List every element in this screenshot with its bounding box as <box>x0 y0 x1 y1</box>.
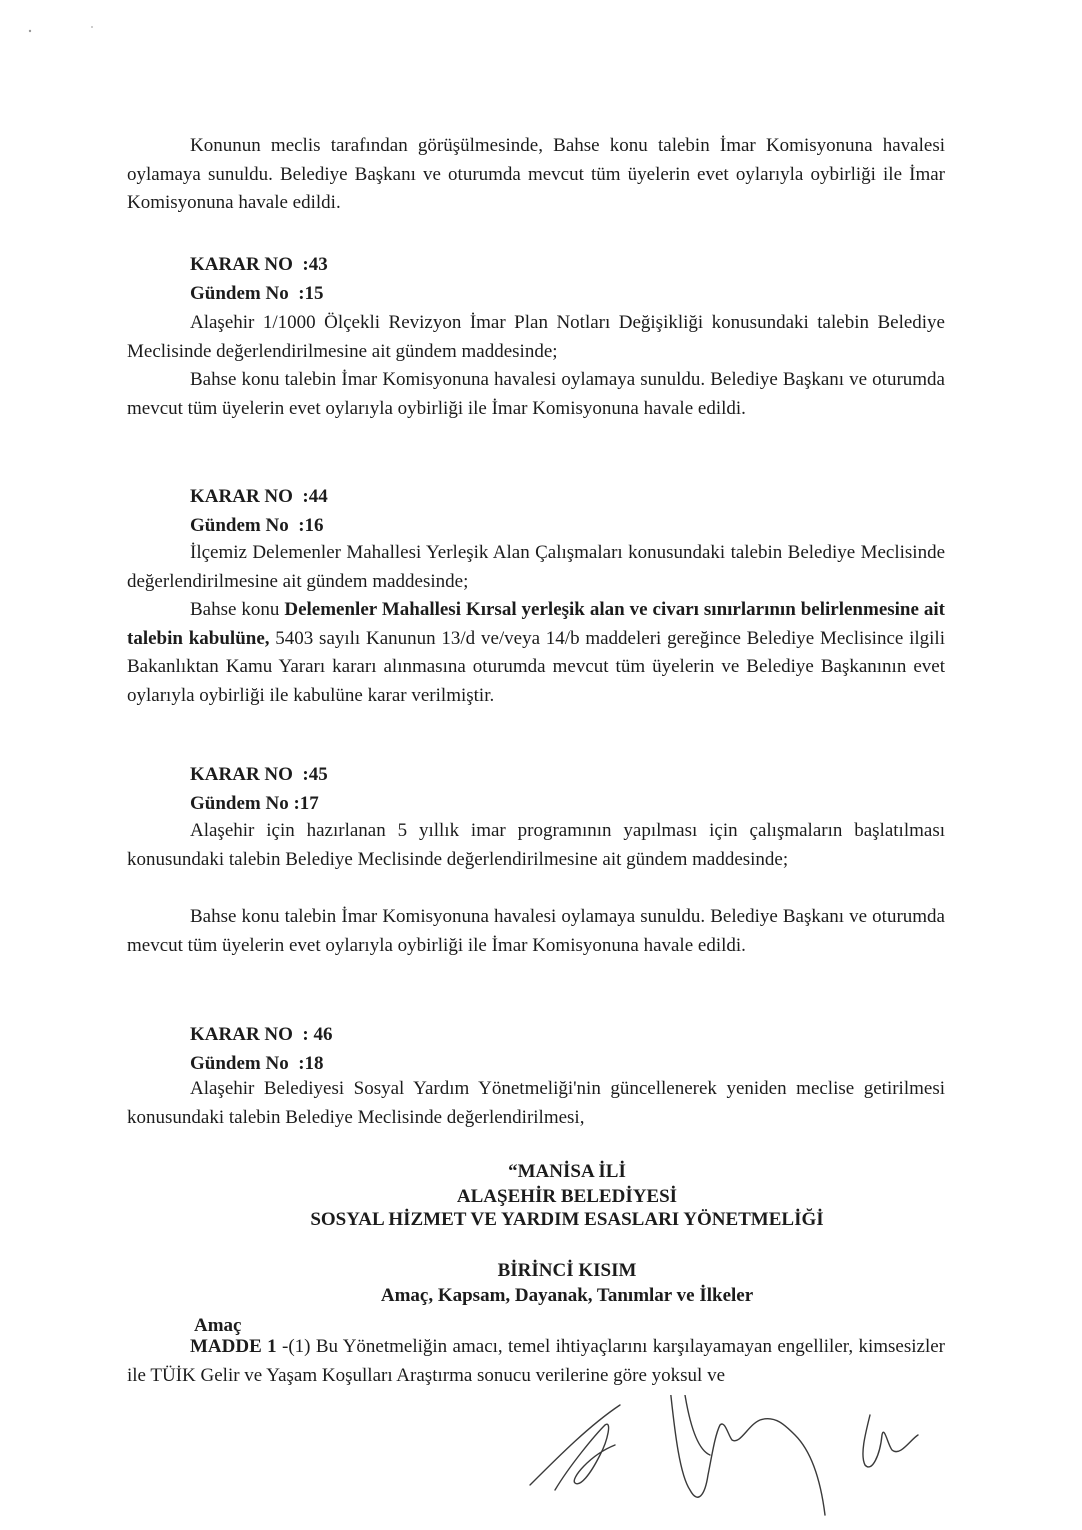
regulation-title-line-2: ALAŞEHİR BELEDİYESİ <box>456 1186 678 1207</box>
part-subheading: Amaç, Kapsam, Dayanak, Tanımlar ve İlkeler <box>380 1285 754 1306</box>
intro-paragraph: Konunun meclis tarafından görüşülmesinde, Bahse konu talebin İmar Komisyonuna havalesi oylamaya sunuldu. Belediye Başkanı ve oturumda mevcut tüm üyelerin evet oylarıyla oybirliği ile İmar Komisyonuna havale edildi. <box>127 135 945 214</box>
gundem-16-heading: Gündem No :16 <box>190 515 324 536</box>
gundem-15-heading: Gündem No :15 <box>190 283 324 304</box>
karar-45-heading: KARAR NO :45 <box>190 764 328 785</box>
karar-43-paragraph-1: Alaşehir 1/1000 Ölçekli Revizyon İmar Plan Notları Değişikliği konusundaki talebin Belediye Meclisinde değerlendirilmesine ait gündem maddesinde; <box>127 312 945 362</box>
karar-43-heading: KARAR NO :43 <box>190 254 328 275</box>
amac-heading: Amaç <box>194 1315 242 1336</box>
regulation-title-line-1: “MANİSA İLİ <box>508 1161 626 1182</box>
scan-specks <box>20 20 120 50</box>
karar-46-heading: KARAR NO : 46 <box>190 1024 333 1045</box>
karar-44-p2-end: 5403 sayılı Kanunun 13/d ve/veya 14/b maddeleri gereğince Belediye Meclisince ilgili Bakanlıktan Kamu Yararı kararı alınmasına oturumda mevcut tüm üyelerin ve Belediye Başkanının evet oylarıyla oybirliği ile kabulüne karar verilmiştir. <box>127 627 945 706</box>
signature-2-extra <box>685 1395 710 1455</box>
gundem-18-heading: Gündem No :18 <box>190 1053 324 1074</box>
signature-2-stroke <box>670 1395 825 1515</box>
madde-1-label: MADDE 1 <box>190 1336 277 1357</box>
karar-45-paragraph-2: Bahse konu talebin İmar Komisyonuna havalesi oylamaya sunuldu. Belediye Başkanı ve oturumda mevcut tüm üyelerin evet oylarıyla oybirliği ile İmar Komisyonuna havale edildi. <box>127 906 945 956</box>
karar-44-heading: KARAR NO :44 <box>190 486 328 507</box>
handwritten-signatures <box>520 1395 940 1525</box>
karar-46-paragraph-1: Alaşehir Belediyesi Sosyal Yardım Yönetmeliği'nin güncellenerek yeniden meclise getirilmesi konusundaki talebin Belediye Meclisinde değerlendirilmesi, <box>127 1078 945 1128</box>
karar-45-paragraph-1: Alaşehir için hazırlanan 5 yıllık imar programının yapılması için çalışmaların başlatılması konusundaki talebin Belediye Meclisinde değerlendirilmesine ait gündem maddesinde; <box>127 820 945 870</box>
karar-44-p2-bold: Delemenler Mahallesi Kırsal yerleşik alan ve civarı sınırlarının belirlenmesine ait talebin kabulüne, <box>127 599 945 649</box>
karar-44-paragraph-2 <box>127 596 945 710</box>
signature-1-stroke <box>530 1405 620 1485</box>
karar-43-paragraph-2: Bahse konu talebin İmar Komisyonuna havalesi oylamaya sunuldu. Belediye Başkanı ve oturumda mevcut tüm üyelerin evet oylarıyla oybirliği ile İmar Komisyonuna havale edildi. <box>127 369 945 419</box>
karar-44-paragraph-1: İlçemiz Delemenler Mahallesi Yerleşik Alan Çalışmaları konusundaki talebin Belediye Meclisinde değerlendirilmesine ait gündem maddesinde; <box>127 542 945 592</box>
regulation-title-line-3: SOSYAL HİZMET VE YARDIM ESASLARI YÖNETMELİĞİ <box>310 1209 824 1230</box>
madde-1-text: -(1) Bu Yönetmeliğin amacı, temel ihtiyaçlarını karşılayamayan engelliler, kimsesizler ile TÜİK Gelir ve Yaşam Koşulları Araştırma sonucu verilerine göre yoksul ve <box>127 1336 945 1386</box>
signature-3-stroke <box>863 1415 918 1467</box>
karar-44-p2-start: Bahse konu <box>190 599 285 620</box>
gundem-17-heading: Gündem No :17 <box>190 793 319 814</box>
madde-1-paragraph <box>127 1333 945 1390</box>
part-heading: BİRİNCİ KISIM <box>497 1260 637 1281</box>
signature-1-loop <box>555 1424 615 1490</box>
